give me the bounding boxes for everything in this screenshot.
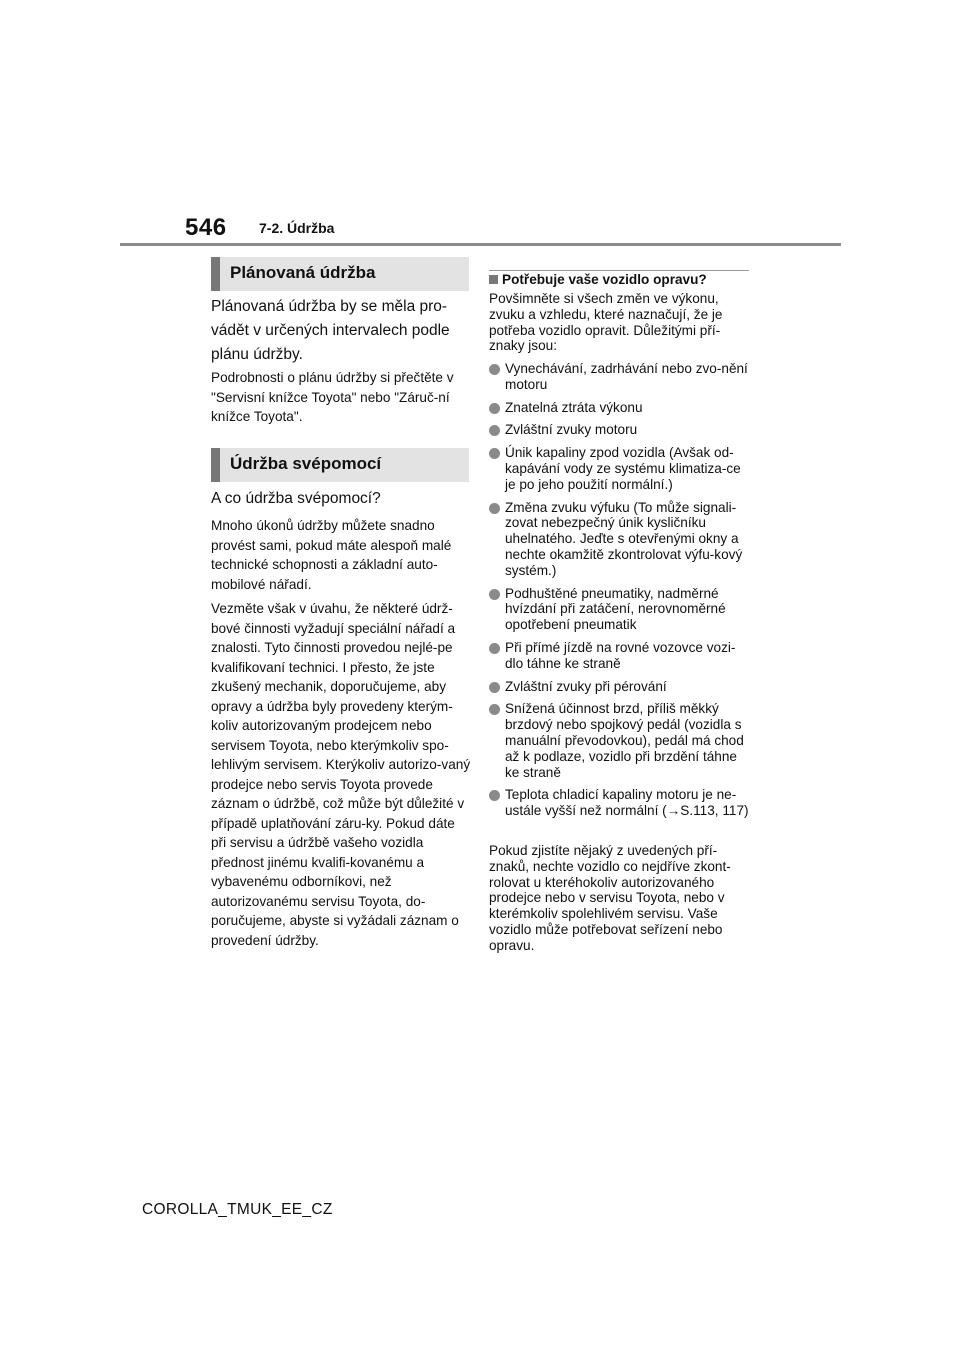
list-item bbox=[489, 422, 751, 438]
list-item bbox=[489, 586, 751, 633]
list-item bbox=[489, 679, 751, 695]
paragraph-maintenance-schedule: Podrobnosti o plánu údržby si přečtěte v "Servisní knížce Toyota" nebo "Záruč-ní knížce Toyota". bbox=[211, 370, 454, 424]
lead-planned-maintenance: Plánovaná údržba by se měla pro-vádět v určených intervalech podle plánu údržby. bbox=[211, 298, 450, 363]
footer-document-code: COROLLA_TMUK_EE_CZ bbox=[142, 1201, 333, 1218]
bullet-dot-icon bbox=[489, 682, 500, 693]
list-item bbox=[489, 361, 751, 393]
list-item bbox=[489, 640, 751, 672]
subheading-repair-needed bbox=[489, 270, 749, 289]
symptom-list bbox=[489, 361, 751, 826]
list-item-text: Únik kapaliny zpod vozidla (Avšak od-kapávání vody ze systému klimatiza-ce je po jeho použití normální.) bbox=[505, 445, 741, 492]
list-item-text: Snížená účinnost brzd, příliš měkký brzdový nebo spojkový pedál (vozidla s manuální převodovkou), pedál má chod až k podlaze, vozidlo při brzdění táhne ke straně bbox=[505, 701, 744, 780]
paragraph-self-maintenance-intro: Mnoho úkonů údržby můžete snadno provést sami, pokud máte alespoň malé technické schopnosti a základní auto-mobilové nářadí. bbox=[211, 518, 452, 592]
list-item-text: Zvláštní zvuky při pérování bbox=[505, 678, 667, 694]
paragraph-self-maintenance-advice: Vezměte však v úvahu, že některé údrž-bové činnosti vyžadují speciální nářadí a znalosti. Tyto činnosti provedou nejlé-pe kvalifikovaní technici. I přesto, že jste zkušený mechanik, doporučujeme, aby opravy a údržba byly provedeny kterým-koliv autorizovaným prodejcem nebo servisem Toyota, nebo kterýmkoliv spo-lehlivým servisem. Kterýkoliv autorizo-vaný prodejce nebo servis Toyota provede záznam o údržbě, což může být důležité v případě uplatňování záru-ky. Pokud dáte při servisu a údržbě vašeho vozidla přednost jinému kvalifi-kovanému a vybavenému odborníkovi, než autorizovanému servisu Toyota, do-poručujeme, abyste si vyžádali záznam o provedení údržby. bbox=[211, 601, 471, 948]
bullet-dot-icon bbox=[489, 403, 500, 414]
bullet-dot-icon bbox=[489, 364, 500, 375]
bullet-dot-icon bbox=[489, 704, 500, 715]
lead-self-maintenance: A co údržba svépomocí? bbox=[211, 490, 381, 507]
heading-self-maintenance: Údržba svépomocí bbox=[211, 448, 469, 482]
list-item bbox=[489, 445, 751, 492]
list-item-text: Podhuštěné pneumatiky, nadměrné hvízdání při zatáčení, nerovnoměrné opotřebení pneumatik bbox=[505, 585, 726, 633]
paragraph-repair-closing: Pokud zjistíte nějaký z uvedených pří-znaků, nechte vozidlo co nejdříve zkont-rolovat u kteréhokoliv autorizovaného prodejce nebo v servisu Toyota, nebo v kterémkoliv spolehlivém servisu. Vaše vozidlo může potřebovat seřízení nebo opravu. bbox=[489, 843, 731, 953]
bullet-dot-icon bbox=[489, 790, 500, 801]
list-item-text: Změna zvuku výfuku (To může signali-zovat nebezpečný únik kysličníku uhelnatého. Jeďte s otevřenými okny a nechte okamžitě zkontrolovat výfu-kový systém.) bbox=[505, 499, 743, 578]
subheading-text: Potřebuje vaše vozidlo opravu? bbox=[502, 272, 707, 287]
square-bullet-icon bbox=[489, 275, 498, 284]
header-divider bbox=[120, 243, 841, 246]
list-item bbox=[489, 701, 751, 780]
paragraph-repair-intro: Povšimněte si všech změn ve výkonu, zvuku a vzhledu, které naznačují, že je potřeba vozidlo opravit. Důležitými pří-znaky jsou: bbox=[489, 291, 723, 354]
list-item-text: Zvláštní zvuky motoru bbox=[505, 422, 638, 438]
bullet-dot-icon bbox=[489, 643, 500, 654]
bullet-dot-icon bbox=[489, 448, 500, 459]
list-item-text: Znatelná ztráta výkonu bbox=[505, 399, 643, 415]
heading-planned-maintenance: Plánovaná údržba bbox=[211, 257, 469, 291]
bullet-dot-icon bbox=[489, 425, 500, 436]
list-item-text: Teplota chladicí kapaliny motoru je ne-ustále vyšší než normální (→S.113, 117) bbox=[505, 787, 749, 819]
list-item bbox=[489, 400, 751, 416]
section-breadcrumb: 7-2. Údržba bbox=[259, 220, 335, 236]
bullet-dot-icon bbox=[489, 589, 500, 600]
page-number: 546 bbox=[185, 214, 227, 241]
list-item-text: Při přímé jízdě na rovné vozovce vozi-dlo táhne ke straně bbox=[505, 639, 736, 671]
list-item bbox=[489, 787, 751, 819]
list-item bbox=[489, 500, 751, 579]
list-item-text: Vynechávání, zadrhávání nebo zvo-nění motoru bbox=[505, 361, 748, 392]
bullet-dot-icon bbox=[489, 503, 500, 514]
